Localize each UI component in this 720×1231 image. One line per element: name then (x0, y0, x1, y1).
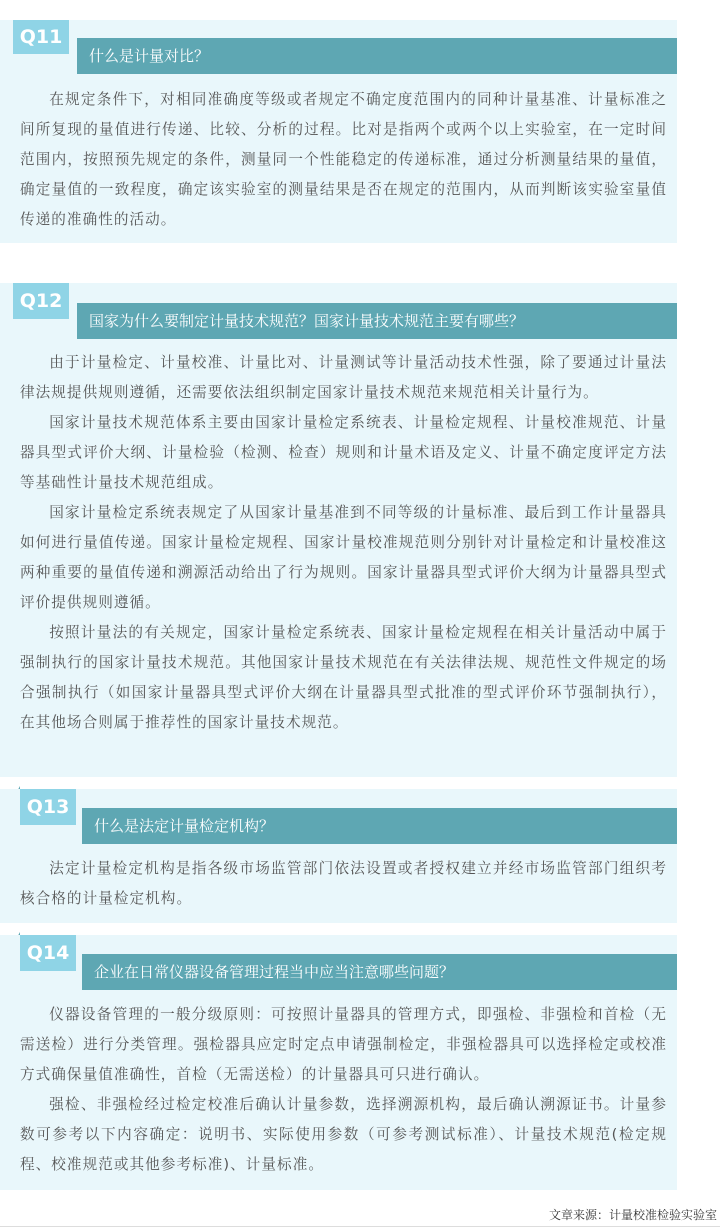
question-title-bar (77, 303, 677, 339)
answer-paragraph: 国家计量检定系统表规定了从国家计量基准到不同等级的计量标准、最后到工作计量器具如何进行量值传递。国家计量检定规程、国家计量校准规范则分别针对计量检定和计量校准这两种重要的量值传递和溯源活动给出了行为规则。国家计量器具型式评价大纲为计量器具型式评价提供规则遵循。 (20, 504, 667, 611)
question-text: 企业在日常仪器设备管理过程当中应当注意哪些问题？ (94, 963, 455, 981)
answer-paragraph: 按照计量法的有关规定，国家计量检定系统表、国家计量检定规程在相关计量活动中属于强制执行的国家计量技术规范。其他国家计量技术规范在有关法律法规、规范性文件规定的场合强制执行（如国家计量器具型式评价大纲在计量器具型式批准的型式评价环节强制执行），在其他场合则属于推荐性的国家计量技术规范。 (20, 624, 667, 731)
answer-text (20, 348, 667, 738)
answer-text (20, 1000, 667, 1180)
qa-card-q13 (0, 789, 677, 923)
question-title-bar (82, 808, 677, 844)
question-title-bar (82, 954, 677, 990)
question-number-badge: Q11 (13, 20, 69, 54)
question-title-bar (77, 38, 677, 74)
answer-paragraph: 强检、非强检经过检定校准后确认计量参数，选择溯源机构，最后确认溯源证书。计量参数可参考以下内容确定：说明书、实际使用参数（可参考测试标准）、计量技术规范(检定规程、校准规范或其他参考标准)、计量标准。 (20, 1096, 667, 1173)
question-number-badge: Q12 (13, 283, 69, 319)
answer-text (20, 854, 667, 914)
answer-text (20, 85, 667, 235)
answer-paragraph: 仪器设备管理的一般分级原则：可按照计量器具的管理方式，即强检、非强检和首检（无需送检）进行分类管理。强检器具应定时定点申请强制检定，非强检器具可以选择检定或校准方式确保量值准确性，首检（无需送检）的计量器具可只进行确认。 (20, 1006, 667, 1083)
qa-card-q12 (0, 283, 677, 777)
answer-paragraph: 国家计量技术规范体系主要由国家计量检定系统表、计量检定规程、计量校准规范、计量器具型式评价大纲、计量检验（检测、检查）规则和计量术语及定义、计量不确定度评定方法等基础性计量技术规范组成。 (20, 414, 667, 491)
question-number-badge: Q14 (20, 935, 76, 971)
divider (0, 1226, 720, 1227)
question-text: 什么是法定计量检定机构？ (94, 817, 275, 835)
answer-paragraph: 在规定条件下，对相同准确度等级或者规定不确定度范围内的同种计量基准、计量标准之间所复现的量值进行传递、比较、分析的过程。比对是指两个或两个以上实验室，在一定时间范围内，按照预先规定的条件，测量同一个性能稳定的传递标准，通过分析测量结果的量值，确定量值的一致程度，确定该实验室的测量结果是否在规定的范围内，从而判断该实验室量值传递的准确性的活动。 (20, 91, 667, 228)
answer-paragraph: 由于计量检定、计量校准、计量比对、计量测试等计量活动技术性强，除了要通过计量法律法规提供规则遵循，还需要依法组织制定国家计量技术规范来规范相关计量行为。 (20, 354, 667, 401)
question-text: 什么是计量对比？ (89, 47, 210, 65)
article-source: 文章来源：计量校准检验实验室 (548, 1208, 717, 1222)
answer-paragraph: 法定计量检定机构是指各级市场监管部门依法设置或者授权建立并经市场监管部门组织考核合格的计量检定机构。 (20, 860, 667, 907)
question-text: 国家为什么要制定计量技术规范？国家计量技术规范主要有哪些？ (89, 312, 525, 330)
qa-card-q11 (0, 20, 677, 243)
question-number-badge: Q13 (20, 789, 76, 825)
qa-card-q14 (0, 935, 677, 1190)
